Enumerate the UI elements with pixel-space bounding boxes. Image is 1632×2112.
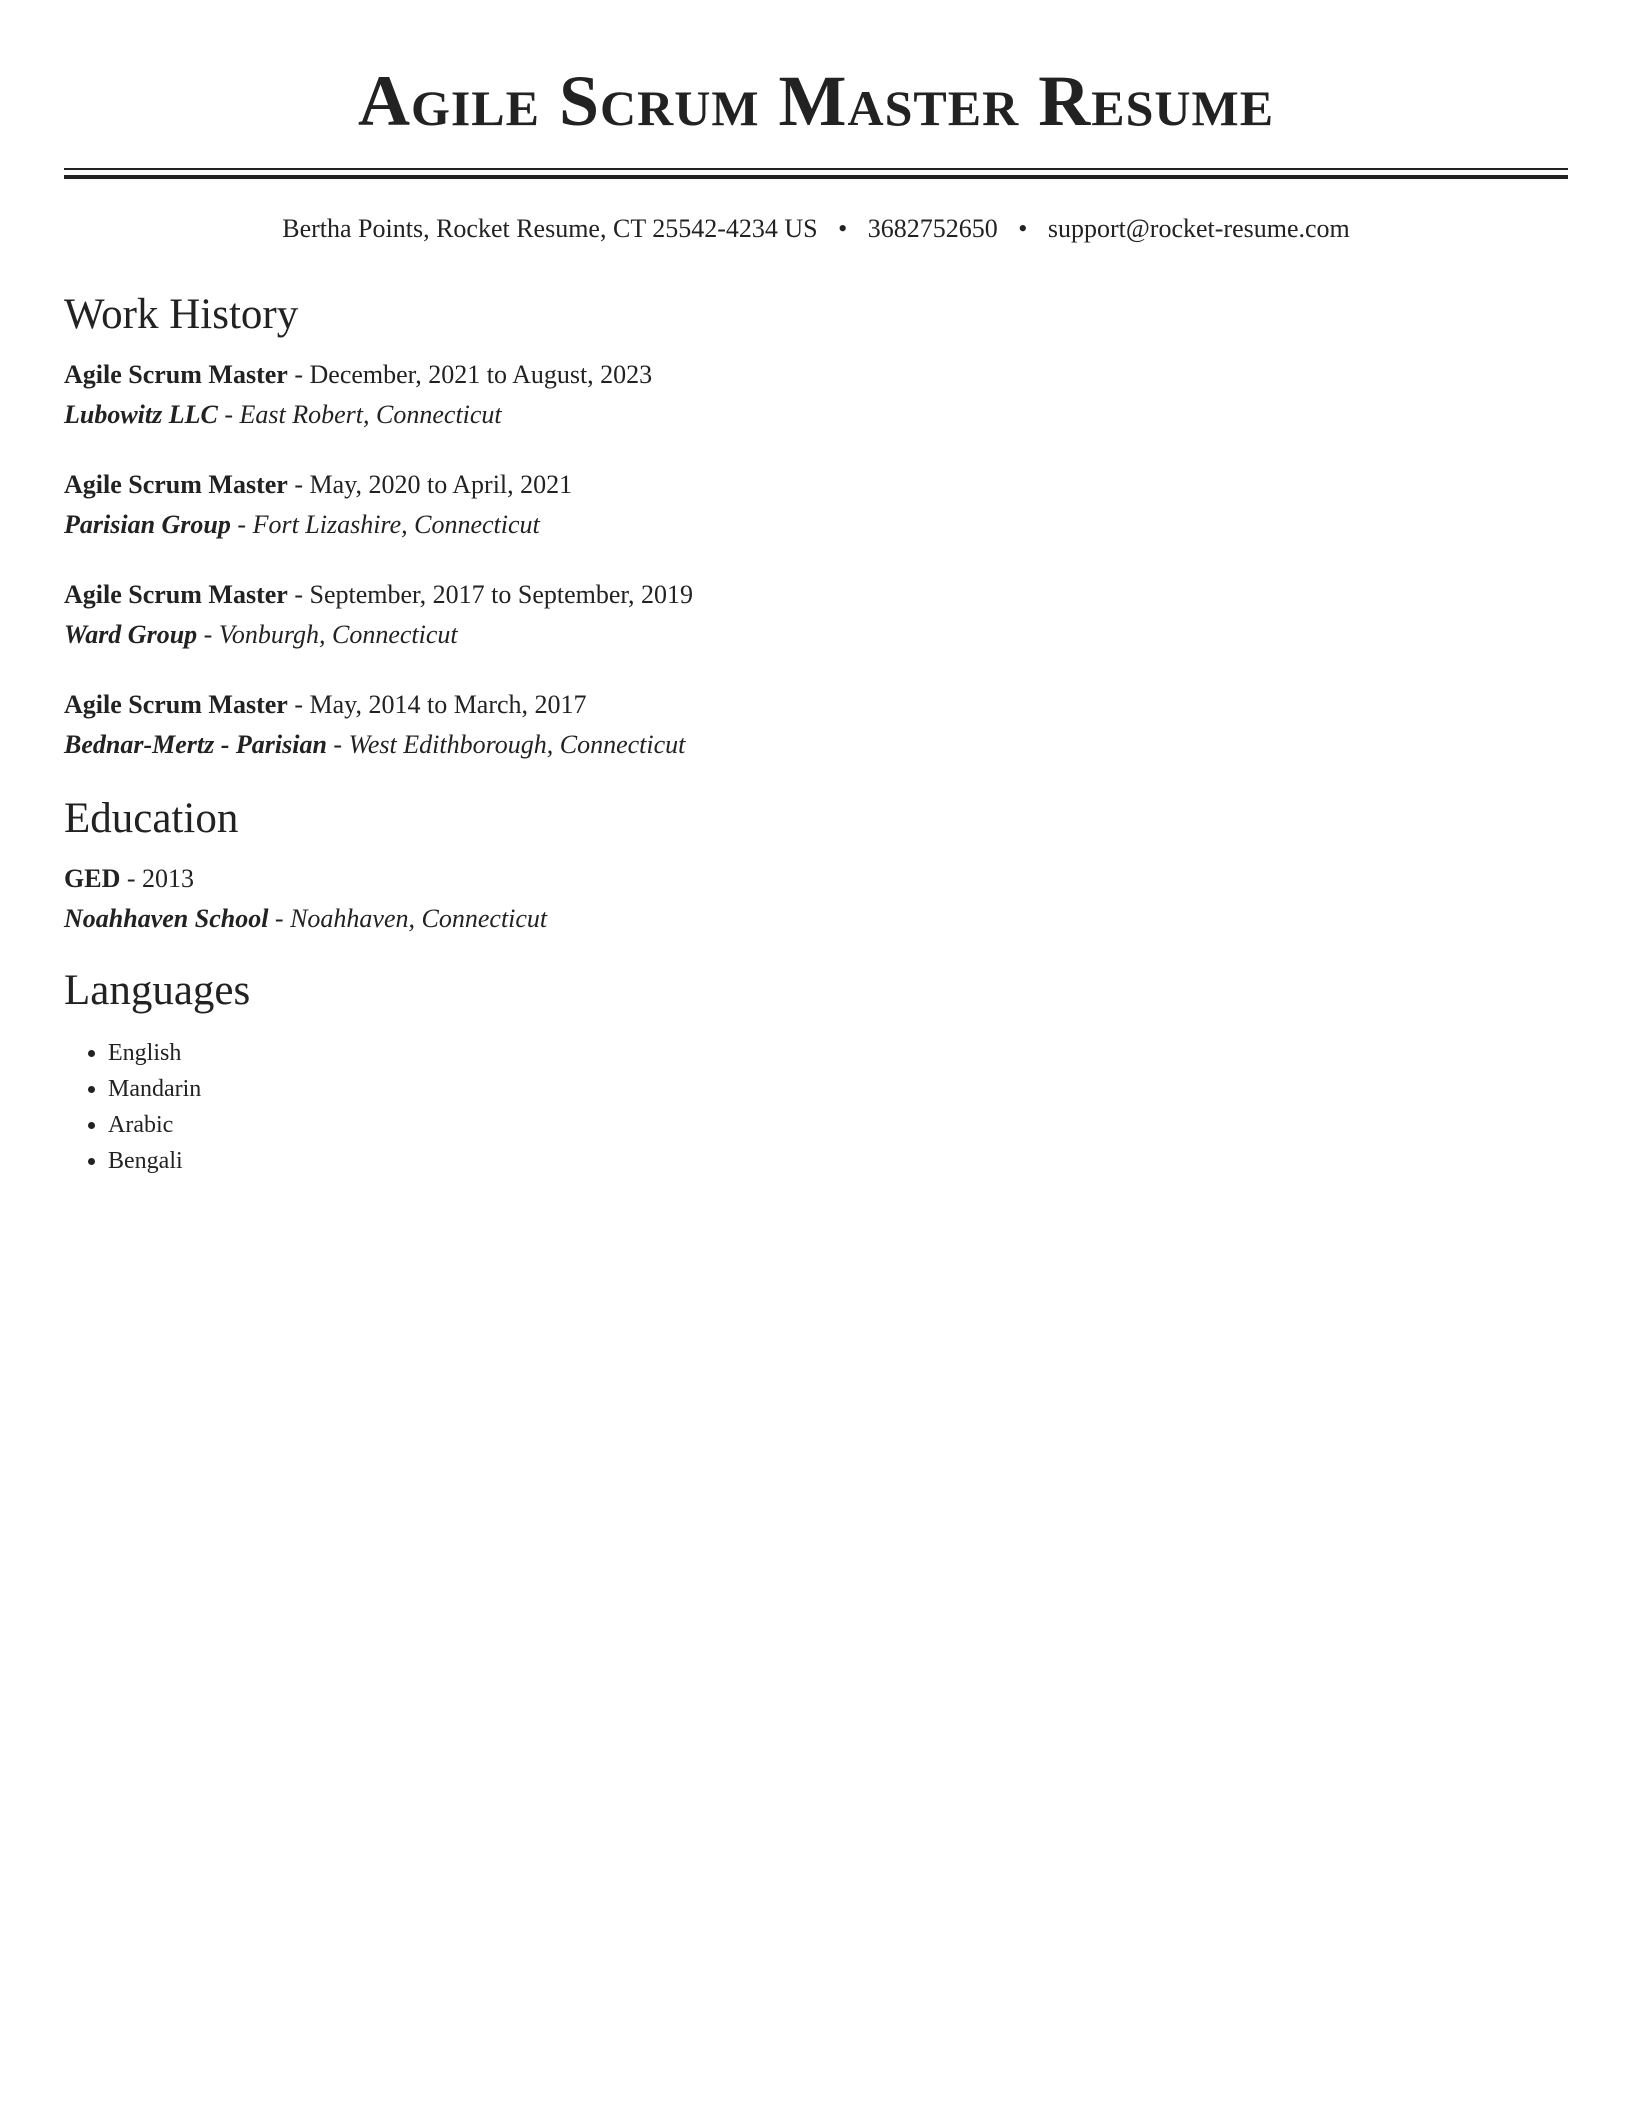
job-dates: September, 2017 to September, 2019: [309, 580, 694, 609]
work-entry-subline: [64, 395, 1568, 435]
work-entry: [64, 575, 1568, 655]
contact-address: Bertha Points, Rocket Resume, CT 25542-4234 US: [282, 214, 818, 243]
job-title: Agile Scrum Master: [64, 360, 288, 389]
school-location: Noahhaven, Connecticut: [290, 904, 548, 933]
work-entry-headline: [64, 465, 1568, 505]
education-entry-subline: [64, 899, 1568, 939]
job-dates: May, 2014 to March, 2017: [309, 690, 587, 719]
dash: -: [294, 470, 303, 499]
job-location: Fort Lizashire, Connecticut: [252, 510, 540, 539]
language-item: • Mandarin: [108, 1071, 1568, 1107]
company-name: Parisian Group: [64, 510, 231, 539]
language-item: • English: [108, 1035, 1568, 1071]
contact-phone: 3682752650: [867, 214, 998, 243]
school-name: Noahhaven School: [64, 904, 269, 933]
education-heading: Education: [64, 795, 239, 842]
company-name: Lubowitz LLC: [64, 400, 218, 429]
dash: -: [294, 360, 303, 389]
work-entry-subline: [64, 505, 1568, 545]
job-location: East Robert, Connecticut: [239, 400, 502, 429]
work-entry-subline: [64, 725, 1568, 765]
dash: -: [333, 730, 343, 759]
contact-line: [64, 213, 1568, 245]
job-title: Agile Scrum Master: [64, 580, 288, 609]
contact-separator: •: [1018, 214, 1028, 243]
graduation-year: 2013: [142, 864, 195, 893]
dash: -: [203, 620, 213, 649]
job-location: West Edithborough, Connecticut: [348, 730, 686, 759]
work-entry: [64, 465, 1568, 545]
language-item: • Bengali: [108, 1143, 1568, 1179]
languages-list: [64, 1035, 1568, 1179]
job-dates: December, 2021 to August, 2023: [309, 360, 653, 389]
contact-email: support@rocket-resume.com: [1047, 214, 1350, 243]
job-title: Agile Scrum Master: [64, 690, 288, 719]
languages-heading: Languages: [64, 967, 251, 1014]
dash: -: [294, 690, 303, 719]
dash: -: [274, 904, 284, 933]
work-entry-headline: [64, 575, 1568, 615]
language-item: • Arabic: [108, 1107, 1568, 1143]
education-entry: [64, 859, 1568, 939]
contact-separator: •: [838, 214, 848, 243]
work-entry: [64, 685, 1568, 765]
work-entry: [64, 355, 1568, 435]
work-entry-headline: [64, 355, 1568, 395]
education-entry-headline: [64, 859, 1568, 899]
company-name: Bednar-Mertz - Parisian: [64, 730, 327, 759]
job-location: Vonburgh, Connecticut: [218, 620, 458, 649]
company-name: Ward Group: [64, 620, 198, 649]
dash: -: [126, 864, 136, 893]
title-divider: [64, 168, 1568, 179]
degree: GED: [64, 864, 121, 893]
work-history-heading: Work History: [64, 291, 299, 338]
work-entry-subline: [64, 615, 1568, 655]
dash: -: [237, 510, 247, 539]
job-dates: May, 2020 to April, 2021: [309, 470, 573, 499]
dash: -: [224, 400, 234, 429]
dash: -: [294, 580, 303, 609]
work-entry-headline: [64, 685, 1568, 725]
job-title: Agile Scrum Master: [64, 470, 288, 499]
page-title: Agile Scrum Master Resume: [357, 61, 1275, 141]
